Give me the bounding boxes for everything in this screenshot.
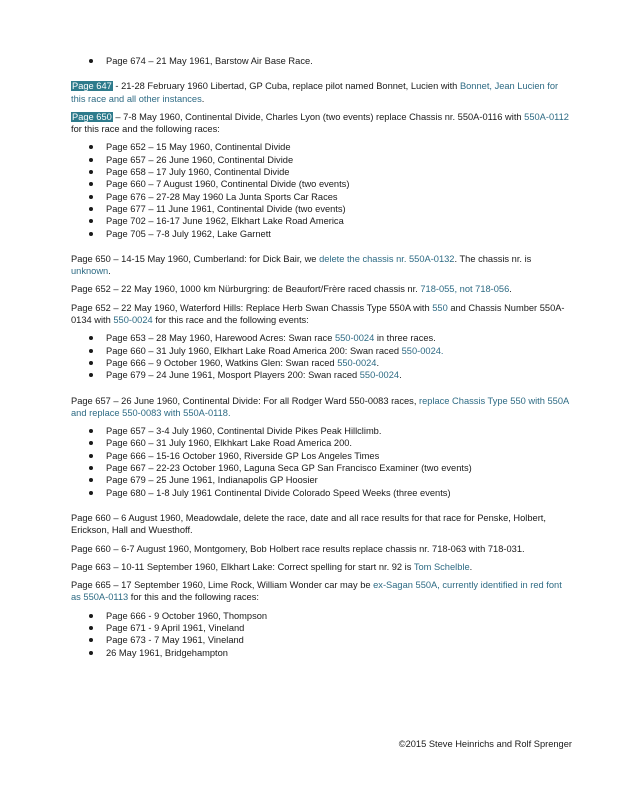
- correction-page-660-montgomery: Page 660 – 6-7 August 1960, Montgomery, Bob Holbert race results replace chassis nr. 718-063 with 718-031.: [71, 543, 525, 554]
- correction-text: 550A-0112: [524, 111, 569, 122]
- correction-page-665: Page 665 – 17 September 1960, Lime Rock, William Wonder car may be ex-Sagan 550A, currently identified in red font as 550A-0113 for this and the following races:: [71, 580, 562, 603]
- list-item: Page 702 – 16-17 June 1962, Elkhart Lake Road America: [106, 215, 571, 227]
- list-item: Page 666 - 9 October 1960, Thompson: [106, 610, 571, 622]
- list-item: Page 674 – 21 May 1961, Barstow Air Base Race.: [106, 55, 571, 67]
- lyon-race-list: [71, 141, 571, 239]
- list-item: Page 660 – 31 July 1960, Elkhkart Lake Road America 200.: [106, 437, 571, 449]
- correction-page-652-waterford: Page 652 – 22 May 1960, Waterford Hills: Replace Herb Swan Chassis Type 550A with 550 and Chassis Number 550A-0134 with 550-0024 for this race and the following events:: [71, 302, 565, 326]
- list-item: Page 652 – 15 May 1960, Continental Divide: [106, 141, 571, 153]
- correction-text: Bonnet, Jean Lucien for this race and all other instances: [71, 81, 559, 104]
- correction-page-650-lyon: Page 650 – 7-8 May 1960, Continental Divide, Charles Lyon (two events) replace Chassis nr. 550A-0116 with 550A-0112 for this race and the following races:: [71, 111, 569, 135]
- list-item: 26 May 1961, Bridgehampton: [106, 647, 571, 659]
- list-item: Page 705 – 7-8 July 1962, Lake Garnett: [106, 228, 571, 240]
- correction-page-657: Page 657 – 26 June 1960, Continental Divide: For all Rodger Ward 550-0083 races, replace Chassis Type 550 with 550A and replace 550-0083 with 550A-0118.: [71, 395, 569, 418]
- list-item: Page 676 – 27-28 May 1960 La Junta Sports Car Races: [106, 191, 571, 203]
- list-item: Page 660 – 7 August 1960, Continental Divide (two events): [106, 178, 571, 190]
- correction-text: delete the chassis nr. 550A-0132: [319, 253, 455, 264]
- correction-page-650-cumberland: Page 650 – 14-15 May 1960, Cumberland: for Dick Bair, we delete the chassis nr. 550A-0132. The chassis nr. is unknown.: [71, 253, 532, 277]
- correction-page-663: Page 663 – 10-11 September 1960, Elkhart Lake: Correct spelling for start nr. 92 is Tom Schelble.: [71, 561, 473, 572]
- correction-page-660-meadowdale: Page 660 – 6 August 1960, Meadowdale, delete the race, date and all race results for that race for Penske, Holbert, Erickson, Hall and Wuesthoff.: [71, 512, 546, 536]
- document-body: [71, 55, 571, 672]
- list-item: Page 679 – 24 June 1961, Mosport Players 200: Swan raced 550-0024.: [106, 369, 571, 381]
- correction-text: 718-055, not 718-056: [420, 284, 510, 295]
- page-ref-highlight: Page 650: [72, 111, 112, 122]
- correction-text: unknown: [71, 266, 109, 277]
- correction-text: 550-0024: [113, 315, 153, 326]
- page-ref-highlight: Page 647: [72, 81, 112, 92]
- copyright-footer: ©2015 Steve Heinrichs and Rolf Sprenger: [398, 739, 572, 749]
- correction-text: replace Chassis Type 550 with 550A and replace 550-0083 with 550A-0118.: [71, 395, 569, 418]
- list-item: Page 658 – 17 July 1960, Continental Divide: [106, 166, 571, 178]
- list-item: Page 680 – 1-8 July 1961 Continental Divide Colorado Speed Weeks (three events): [106, 487, 571, 499]
- list-item: Page 660 – 31 July 1960, Elkhart Lake Road America 200: Swan raced 550-0024.: [106, 345, 571, 357]
- correction-page-647: Page 647 - 21-28 February 1960 Libertad, GP Cuba, replace pilot named Bonnet, Lucien with Bonnet, Jean Lucien for this race and all other instances.: [71, 81, 559, 104]
- correction-page-652-nurburgring: Page 652 – 22 May 1960, 1000 km Nürburgring: de Beaufort/Frère raced chassis nr. 718-055, not 718-056.: [71, 284, 512, 295]
- ward-race-list: [71, 425, 571, 499]
- list-item: Page 657 – 3-4 July 1960, Continental Divide Pikes Peak Hillclimb.: [106, 425, 571, 437]
- list-item: Page 673 - 7 May 1961, Vineland: [106, 634, 571, 646]
- correction-text: ex-Sagan 550A, currently identified in red font as 550A-0113: [71, 580, 562, 603]
- swan-race-list: [71, 332, 571, 381]
- wonder-race-list: [71, 610, 571, 659]
- list-item: Page 677 – 11 June 1961, Continental Divide (two events): [106, 203, 571, 215]
- list-item: Page 666 – 9 October 1960, Watkins Glen: Swan raced 550-0024.: [106, 357, 571, 369]
- list-item: Page 671 - 9 April 1961, Vineland: [106, 622, 571, 634]
- list-item: Page 679 – 25 June 1961, Indianapolis GP Hoosier: [106, 474, 571, 486]
- list-item: Page 667 – 22-23 October 1960, Laguna Seca GP San Francisco Examiner (two events): [106, 462, 571, 474]
- intro-list: [71, 55, 571, 67]
- correction-text: Tom Schelble: [413, 561, 470, 572]
- list-item: Page 666 – 15-16 October 1960, Riverside GP Los Angeles Times: [106, 450, 571, 462]
- correction-text: 550: [432, 302, 448, 313]
- list-item: Page 653 – 28 May 1960, Harewood Acres: Swan race 550-0024 in three races.: [106, 332, 571, 344]
- list-item: Page 657 – 26 June 1960, Continental Divide: [106, 154, 571, 166]
